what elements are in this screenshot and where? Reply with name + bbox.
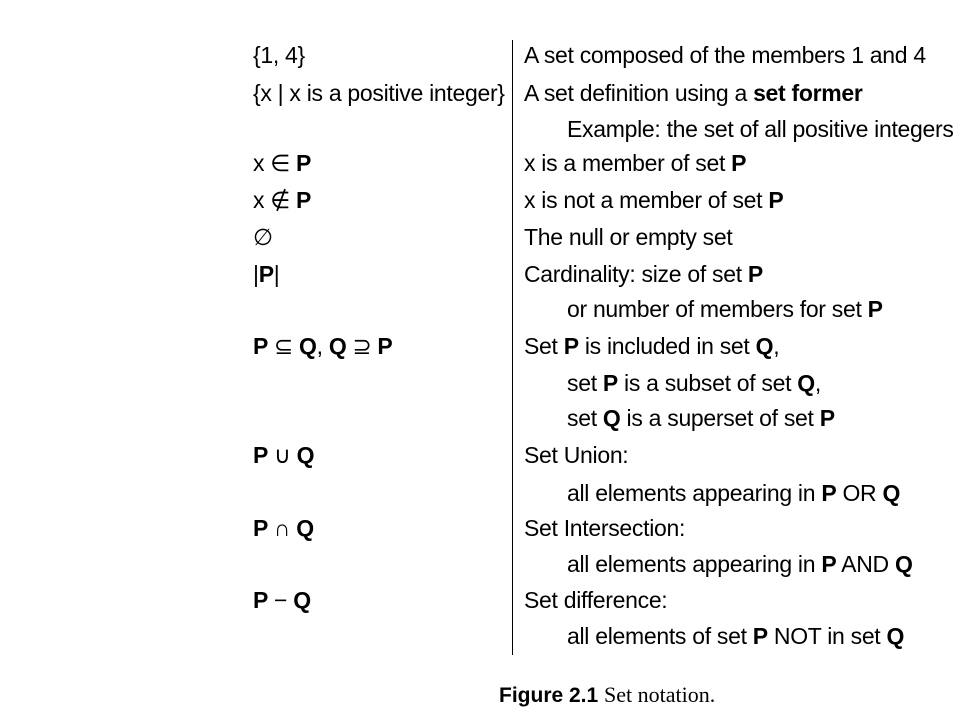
description-cell: all elements of set P NOT in set Q bbox=[567, 623, 905, 649]
description-cell: x is a member of set P bbox=[524, 150, 747, 176]
symbol-cell: {x | x is a positive integer} bbox=[253, 80, 505, 106]
table-row bbox=[0, 112, 960, 146]
table-row bbox=[0, 366, 960, 400]
symbol-cell: P ∩ Q bbox=[253, 515, 314, 541]
description-cell: set P is a subset of set Q, bbox=[567, 370, 821, 396]
description-cell: The null or empty set bbox=[524, 224, 733, 250]
description-cell: Cardinality: size of set P bbox=[524, 261, 763, 287]
description-cell: Set difference: bbox=[524, 587, 668, 613]
symbol-cell: {1, 4} bbox=[253, 42, 305, 68]
description-cell: set Q is a superset of set P bbox=[567, 405, 835, 431]
description-cell: Example: the set of all positive integers bbox=[567, 116, 954, 142]
caption-text: Set notation. bbox=[604, 682, 716, 707]
table-row bbox=[0, 76, 960, 110]
table-row bbox=[0, 619, 960, 653]
table-row bbox=[0, 38, 960, 72]
table-row bbox=[0, 220, 960, 254]
description-cell: Set Intersection: bbox=[524, 515, 686, 541]
table-row bbox=[0, 183, 960, 217]
description-cell: or number of members for set P bbox=[567, 296, 883, 322]
table-row bbox=[0, 329, 960, 363]
symbol-cell: |P| bbox=[253, 261, 280, 287]
caption-label: Figure 2.1 bbox=[499, 684, 599, 707]
table-row bbox=[0, 511, 960, 545]
table-row bbox=[0, 438, 960, 472]
symbol-cell: P − Q bbox=[253, 587, 311, 613]
figure-caption bbox=[499, 680, 715, 711]
symbol-cell: x ∈ P bbox=[253, 150, 311, 176]
symbol-cell: x ∉ P bbox=[253, 187, 311, 213]
description-cell: x is not a member of set P bbox=[524, 187, 784, 213]
description-cell: Set Union: bbox=[524, 442, 629, 468]
description-cell: A set composed of the members 1 and 4 bbox=[524, 42, 926, 68]
description-cell: all elements appearing in P OR Q bbox=[567, 480, 901, 506]
table-row bbox=[0, 547, 960, 581]
symbol-cell: ∅ bbox=[253, 224, 273, 250]
table-row bbox=[0, 257, 960, 291]
description-cell: Set P is included in set Q, bbox=[524, 333, 780, 359]
symbol-cell: P ∪ Q bbox=[253, 442, 315, 468]
symbol-cell: P ⊆ Q, Q ⊇ P bbox=[253, 333, 393, 359]
table-row bbox=[0, 583, 960, 617]
table-row bbox=[0, 146, 960, 180]
description-cell: A set definition using a set former bbox=[524, 80, 863, 106]
table-row bbox=[0, 476, 960, 510]
table-row bbox=[0, 401, 960, 435]
table-row bbox=[0, 292, 960, 326]
description-cell: all elements appearing in P AND Q bbox=[567, 551, 913, 577]
